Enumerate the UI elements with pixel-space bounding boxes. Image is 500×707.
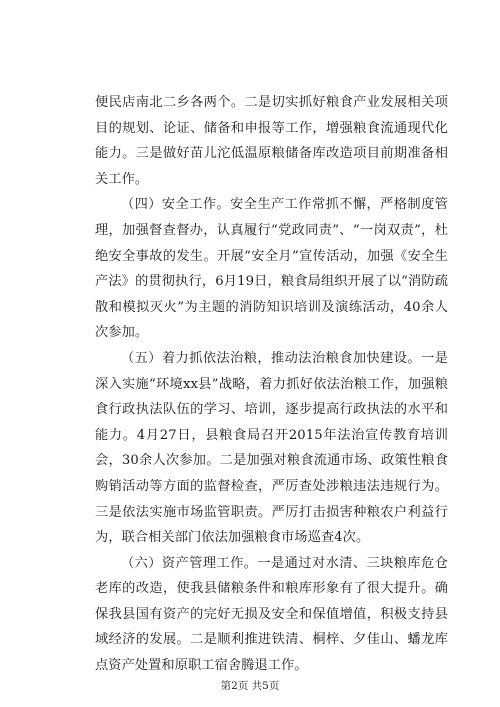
page-number-footer: 第2页 共5页 [220,680,280,692]
paragraph-continuation: 便民店南北二乡各两个。二是切实抓好粮食产业发展相关项目的规划、论证、储备和申报等工作，增强粮食流通现代化能力。三是做好苗儿沱低温原粮储备库改造项目前期准备相关工作。 [95,95,448,187]
body-text [95,90,448,679]
paragraph-asset-management: （六）资产管理工作。一是通过对水清、三块粮库危仓老库的改造，使我县储粮条件和粮库形象有了很大提升。确保我县国有资产的完好无损及安全和保值增值，积极支持县域经济的发展。二是顺利推进铁清、桐梓、夕佳山、蟠龙库点资产处置和原职工宿舍腾退工作。 [95,555,448,674]
paragraph-safety-work: （四）安全工作。安全生产工作常抓不懈，严格制度管理，加强督查督办，认真履行“党政同责”、“一岗双责”，杜绝安全事故的发生。开展“安全月”宣传活动，加强《安全生产法》的贯彻执行，6月19日，粮食局组织开展了以“消防疏散和模拟灭火”为主题的消防知识培训及演练活动，40余人次参加。 [95,197,448,341]
paragraph-rule-of-law: （五）着力抓依法治粮，推动法治粮食加快建设。一是深入实施“环境xx县”战略，着力抓好依法治粮工作，加强粮食行政执法队伍的学习、培训，逐步提高行政执法的水平和能力。4月27日，县粮食局召开2015年法治宣传教育培训会，30余人次参加。二是加强对粮食流通市场、政策性粮食购销活动等方面的监督检查，严厉查处涉粮违法违规行为。三是依法实施市场监管职责。严厉打击损害种粮农户利益行为，联合相关部门依法加强粮食市场巡查4次。 [95,350,448,546]
